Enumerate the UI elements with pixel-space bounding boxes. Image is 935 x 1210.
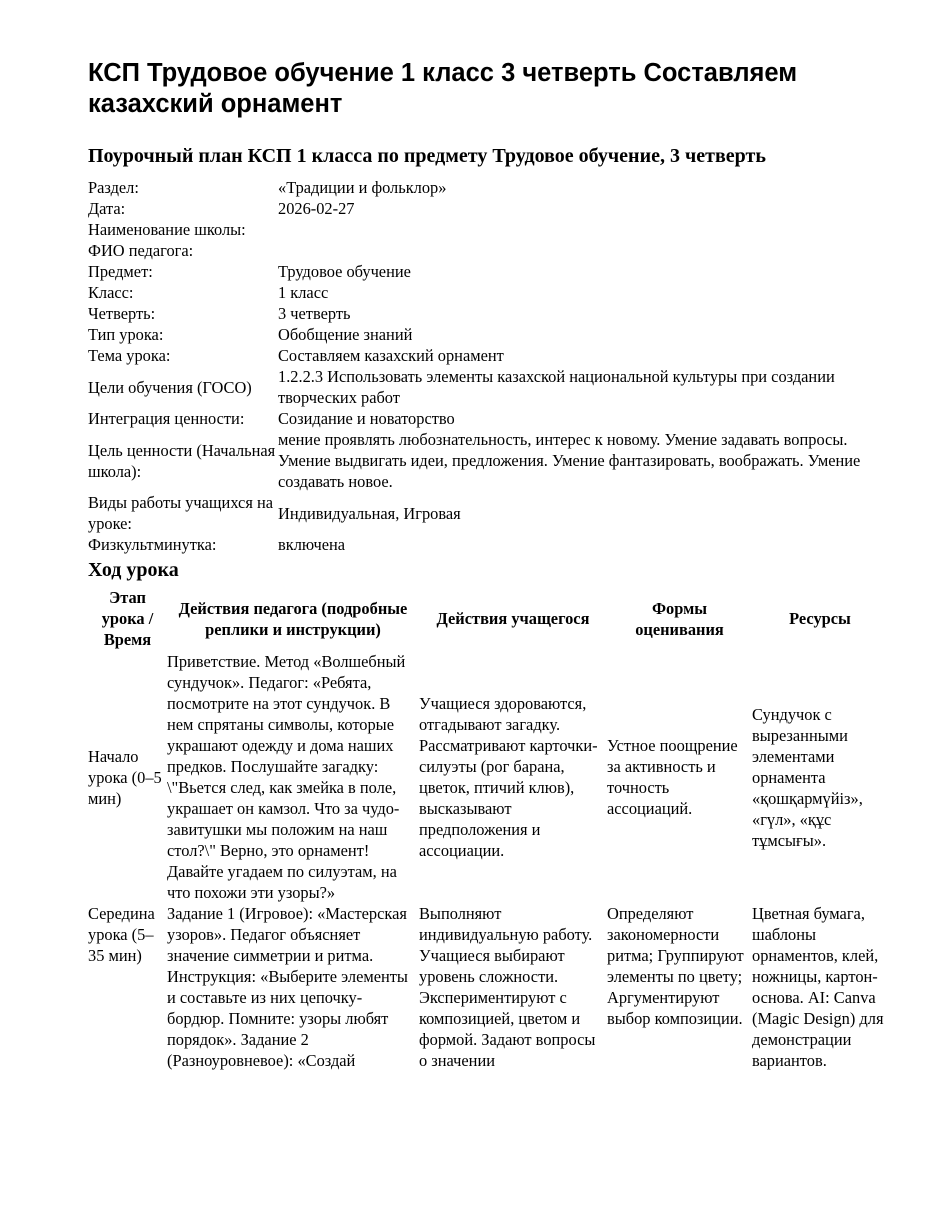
document-title: КСП Трудовое обучение 1 класс 3 четверть Составляем казахский орнамент bbox=[88, 59, 798, 118]
document-page bbox=[88, 58, 888, 1071]
info-value bbox=[278, 240, 878, 261]
info-label: Тема урока: bbox=[88, 346, 171, 365]
info-value: Индивидуальная, Игровая bbox=[278, 503, 461, 523]
info-label: Виды работы учащихся на уроке: bbox=[88, 493, 274, 533]
info-label: Предмет: bbox=[88, 262, 153, 281]
info-row bbox=[88, 198, 878, 219]
info-value: 1 класс bbox=[278, 283, 329, 302]
header-teacher-actions: Действия педагога (подробные реплики и инструкции) bbox=[178, 598, 408, 639]
student-actions-cell: Учащиеся здороваются, отгадывают загадку. Рассматривают карточки-силуэты (рог барана, цветок, птичий клюв), высказывают предположения и ассоциации. bbox=[419, 694, 598, 860]
info-value: «Традиции и фольклор» bbox=[278, 178, 447, 197]
info-value: 1.2.2.3 Использовать элементы казахской национальной культуры при создании творческих работ bbox=[278, 367, 835, 407]
lesson-progress-title: Ход урока bbox=[88, 559, 179, 581]
info-label: Интеграция ценности: bbox=[88, 409, 245, 428]
resources-cell: Сундучок с вырезанными элементами орнамента «қошқармүйіз», «гүл», «құс тұмсығы». bbox=[752, 704, 863, 850]
header-resources: Ресурсы bbox=[789, 609, 851, 628]
info-label: Цель ценности (Начальная школа): bbox=[88, 440, 276, 481]
info-row bbox=[88, 240, 878, 261]
teacher-actions-cell: Приветствие. Метод «Волшебный сундучок». Педагог: «Ребята, посмотрите на этот сундучок. В нем спрятаны символы, которые украшают одежду и дома наших предков. Послушайте загадку: \"Вьется след, как змейка в поле, украшает он камзол. Что за чудо-завитушки мы положим на наш стол?\" Верно, это орнамент! Давайте угадаем по силуэтам, на что похожи эти узоры?» bbox=[167, 652, 406, 902]
info-row bbox=[88, 366, 878, 408]
header-student-actions: Действия учащегося bbox=[436, 609, 590, 628]
info-value: 3 четверть bbox=[278, 304, 351, 323]
info-value: Составляем казахский орнамент bbox=[278, 346, 504, 365]
header-stage: Этап урока / Время bbox=[101, 588, 154, 649]
info-label: Тип урока: bbox=[88, 325, 164, 344]
info-row bbox=[88, 345, 878, 366]
info-label: Раздел: bbox=[88, 178, 139, 197]
teacher-actions-cell: Задание 1 (Игровое): «Мастерская узоров». Педагог объясняет значение симметрии и ритма. Инструкция: «Выберите элементы и составьте из них цепочку-бордюр. Помните: узоры любят порядок». Задание 2 (Разноуровневое): «Создай bbox=[167, 904, 408, 1070]
info-label: ФИО педагога: bbox=[88, 241, 194, 260]
info-label: Наименование школы: bbox=[88, 220, 246, 239]
info-value: мение проявлять любознательность, интерес к новому. Умение задавать вопросы. Умение выдвигать идеи, предложения. Умение фантазировать, воображать. Умение создавать новое. bbox=[278, 430, 861, 491]
stage-cell: Середина урока (5–35 мин) bbox=[88, 904, 155, 965]
info-row bbox=[88, 408, 878, 429]
info-row bbox=[88, 219, 878, 240]
info-label: Дата: bbox=[88, 199, 126, 218]
info-value: Трудовое обучение bbox=[278, 262, 411, 281]
info-row bbox=[88, 303, 878, 324]
info-row bbox=[88, 177, 878, 198]
info-value: включена bbox=[278, 535, 346, 554]
document-subtitle: Поурочный план КСП 1 класса по предмету Трудовое обучение, 3 четверть bbox=[88, 145, 766, 167]
lesson-table-header-row bbox=[88, 586, 888, 651]
info-value bbox=[278, 219, 878, 240]
lesson-progress-table bbox=[88, 586, 888, 1071]
student-actions-cell: Выполняют индивидуальную работу. Учащиеся выбирают уровень сложности. Экспериментируют с композицией, цветом и формой. Задают вопросы о значении bbox=[419, 904, 596, 1070]
lesson-row-start bbox=[88, 651, 888, 903]
info-row bbox=[88, 324, 878, 345]
info-label: Четверть: bbox=[88, 304, 156, 323]
assessment-cell: Устное поощрение за активность и точность ассоциаций. bbox=[607, 736, 738, 818]
info-value: 2026-02-27 bbox=[278, 199, 355, 218]
resources-cell: Цветная бумага, шаблоны орнаментов, клей, ножницы, картон-основа. AI: Canva (Magic Design) для демонстрации вариантов. bbox=[752, 904, 884, 1070]
info-value: Созидание и новаторство bbox=[278, 409, 455, 428]
info-row bbox=[88, 261, 878, 282]
info-row bbox=[88, 492, 878, 534]
info-label: Цели обучения (ГОСО) bbox=[88, 377, 252, 397]
lesson-info-table bbox=[88, 177, 878, 555]
header-assessment: Формы оценивания bbox=[635, 598, 724, 639]
info-label: Физкультминутка: bbox=[88, 535, 217, 554]
lesson-row-middle bbox=[88, 903, 888, 1071]
info-value: Обобщение знаний bbox=[278, 325, 413, 344]
info-row bbox=[88, 534, 878, 555]
info-row bbox=[88, 282, 878, 303]
info-row bbox=[88, 429, 878, 492]
info-label: Класс: bbox=[88, 283, 134, 302]
assessment-cell: Определяют закономерности ритма; Группируют элементы по цвету; Аргументируют выбор композиции. bbox=[607, 904, 744, 1028]
stage-cell: Начало урока (0–5 мин) bbox=[88, 746, 162, 808]
